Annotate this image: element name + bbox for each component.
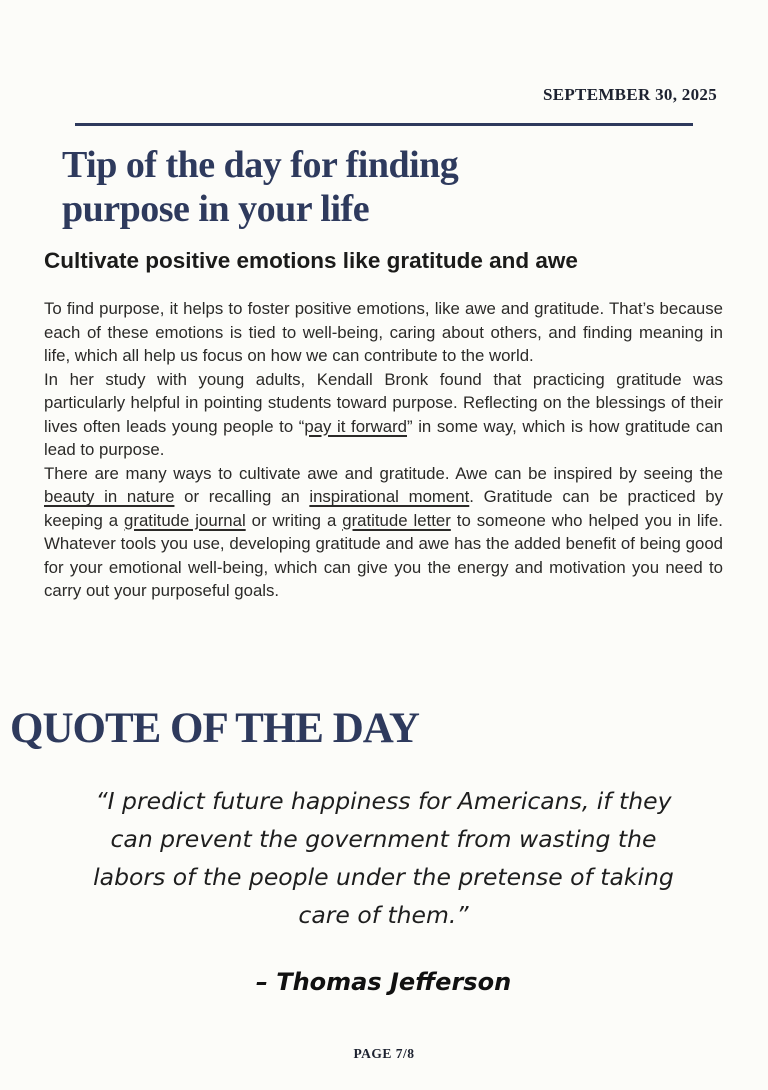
quote-attribution: – Thomas Jefferson xyxy=(255,968,512,997)
quote-text: “I predict future happiness for Americans, if they can prevent the government from wasting the labors of the people under the pretense of taking care of them.” xyxy=(93,787,674,930)
tip-paragraph: In her study with young adults, Kendall Bronk found that practicing gratitude was particularly helpful in pointing students toward purpose. Reflecting on the blessings of their lives often leads young people to “pay it forward” in some way, which is how gratitude can lead to purpose. xyxy=(44,369,723,460)
tip-paragraph: There are many ways to cultivate awe and gratitude. Awe can be inspired by seeing the beauty in nature or recalling an inspirational moment. Gratitude can be practiced by keeping a gratitude journal or writing a gratitude letter to someone who helped you in life. Whatever tools you use, developing gratitude and awe has the added benefit of being good for your emotional well-being, which can give you the energy and motivation you need to carry out your purposeful goals. xyxy=(44,463,723,601)
page-header xyxy=(44,86,723,126)
tip-body xyxy=(44,297,723,675)
underlined-link[interactable]: pay it forward xyxy=(304,416,407,436)
quote-section xyxy=(10,705,723,997)
tip-subtitle: Cultivate positive emotions like gratitude and awe xyxy=(44,248,578,274)
tip-section xyxy=(44,143,723,675)
tip-paragraph: To find purpose, it helps to foster positive emotions, like awe and gratitude. That’s because each of these emotions is tied to well-being, caring about others, and finding meaning in life, which all help us focus on how we can contribute to the world. xyxy=(44,299,723,366)
page-footer xyxy=(0,1046,768,1062)
date-label: SEPTEMBER 30, 2025 xyxy=(542,85,717,104)
quote-heading: QUOTE OF THE DAY xyxy=(10,705,419,753)
underlined-link[interactable]: beauty in nature xyxy=(44,487,175,507)
tip-title: Tip of the day for finding purpose in your life xyxy=(62,144,459,231)
underlined-link[interactable]: inspirational moment xyxy=(309,487,470,507)
page-number: PAGE 7/8 xyxy=(353,1046,415,1061)
underlined-link[interactable]: gratitude letter xyxy=(342,510,451,530)
underlined-link[interactable]: gratitude journal xyxy=(124,510,246,530)
header-divider xyxy=(75,123,693,126)
